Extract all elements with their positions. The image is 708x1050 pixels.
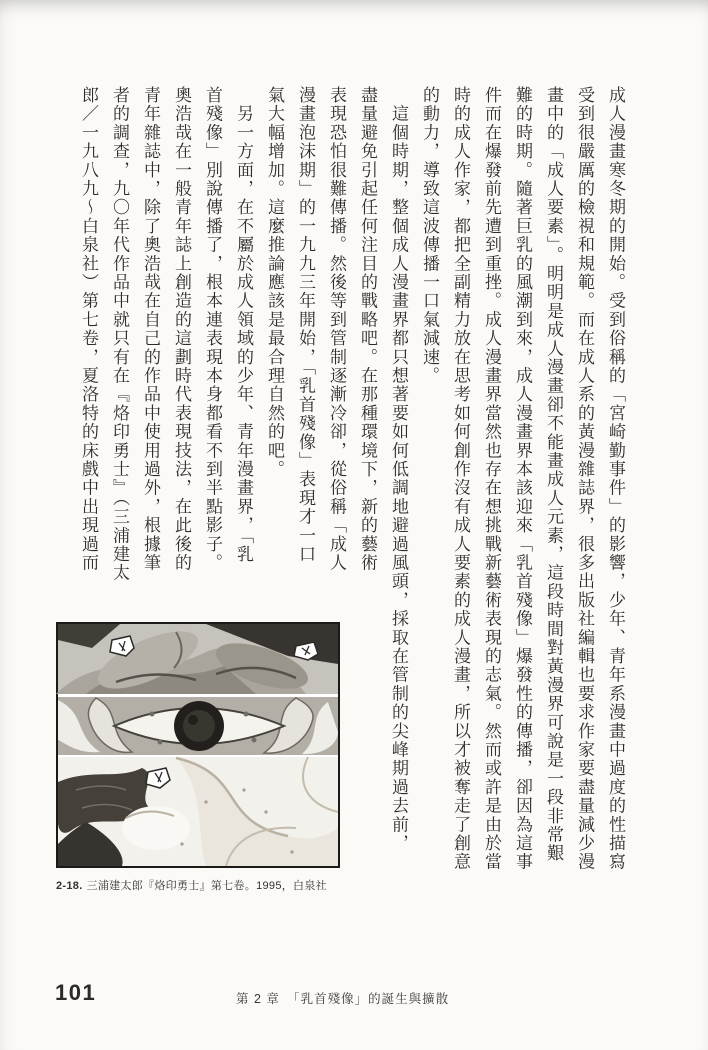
figure-caption: [56, 877, 340, 893]
figure-caption-text: 三浦建太郎『烙印勇士』第七卷。1995，白泉社: [86, 880, 327, 892]
text-column: 畫中的「成人要素」。明明是成人漫畫卻不能畫成人元素，這段時間對黃漫界可說是一段非常艱: [544, 86, 563, 863]
text-column: 者的調查，九〇年代作品中就只有在『烙印勇士』（三浦建太: [110, 86, 129, 583]
text-column: 奧浩哉在一般青年誌上創造的這劃時代表現技法，在此後的: [172, 86, 191, 573]
text-column: 件而在爆發前先遭到重挫。成人漫畫界當然也存在想挑戰新藝術表現的志氣。然而或許是由於當: [482, 86, 501, 872]
text-column: 的動力，導致這波傳播一口氣減速。: [420, 86, 439, 386]
page-number: 101: [55, 980, 97, 1005]
text-column: 受到很嚴厲的檢視和規範。而在成人系的黃漫雜誌界，很多出版社編輯也要求作家要盡量減少漫: [575, 86, 594, 872]
figure-caption-label: 2-18.: [56, 880, 83, 892]
chapter-footer: 第 2 章 「乳首殘像」的誕生與擴散: [236, 992, 450, 1006]
text-column: 漫畫泡沫期」的一九九三年開始，「乳首殘像」表現才一口: [296, 86, 315, 564]
figure-2-18: [56, 622, 340, 893]
text-column: 難的時期。隨著巨乳的風潮到來，成人漫畫界本該迎來「乳首殘像」爆發性的傳播，卻因為這事: [513, 86, 532, 872]
text-column: 成人漫畫寒冬期的開始。受到俗稱的「宮崎勤事件」的影響，少年、青年系漫畫中過度的性描寫: [606, 86, 625, 872]
text-column: 盡量避免引起任何注目的戰略吧。在那種環境下，新的藝術: [358, 86, 377, 573]
text-column: 這個時期，整個成人漫畫界都只想著要如何低調地避過風頭，採取在管制的尖峰期過去前，: [389, 86, 408, 853]
manga-illustration: [56, 622, 340, 868]
text-column: 另一方面，在不屬於成人領域的少年、青年漫畫界，「乳: [234, 86, 253, 564]
text-column: 表現恐怕很難傳播。然後等到管制逐漸冷卻，從俗稱「成人: [327, 86, 346, 573]
text-column: 時的成人作家，都把全副精力放在思考如何創作沒有成人要素的成人漫畫，所以才被奪走了創意: [451, 86, 470, 872]
text-column: 氣大幅增加。這麼推論應該是最合理自然的吧。: [265, 86, 284, 479]
text-column: 郎／一九八九～白泉社）第七卷，夏洛特的床戲中出現過而: [79, 86, 98, 573]
text-column: 首殘像」別說傳播了，根本連表現本身都看不到半點影子。: [203, 86, 222, 573]
text-column: 青年雜誌中，除了奧浩哉在自己的作品中使用過外，根據筆: [141, 86, 160, 573]
